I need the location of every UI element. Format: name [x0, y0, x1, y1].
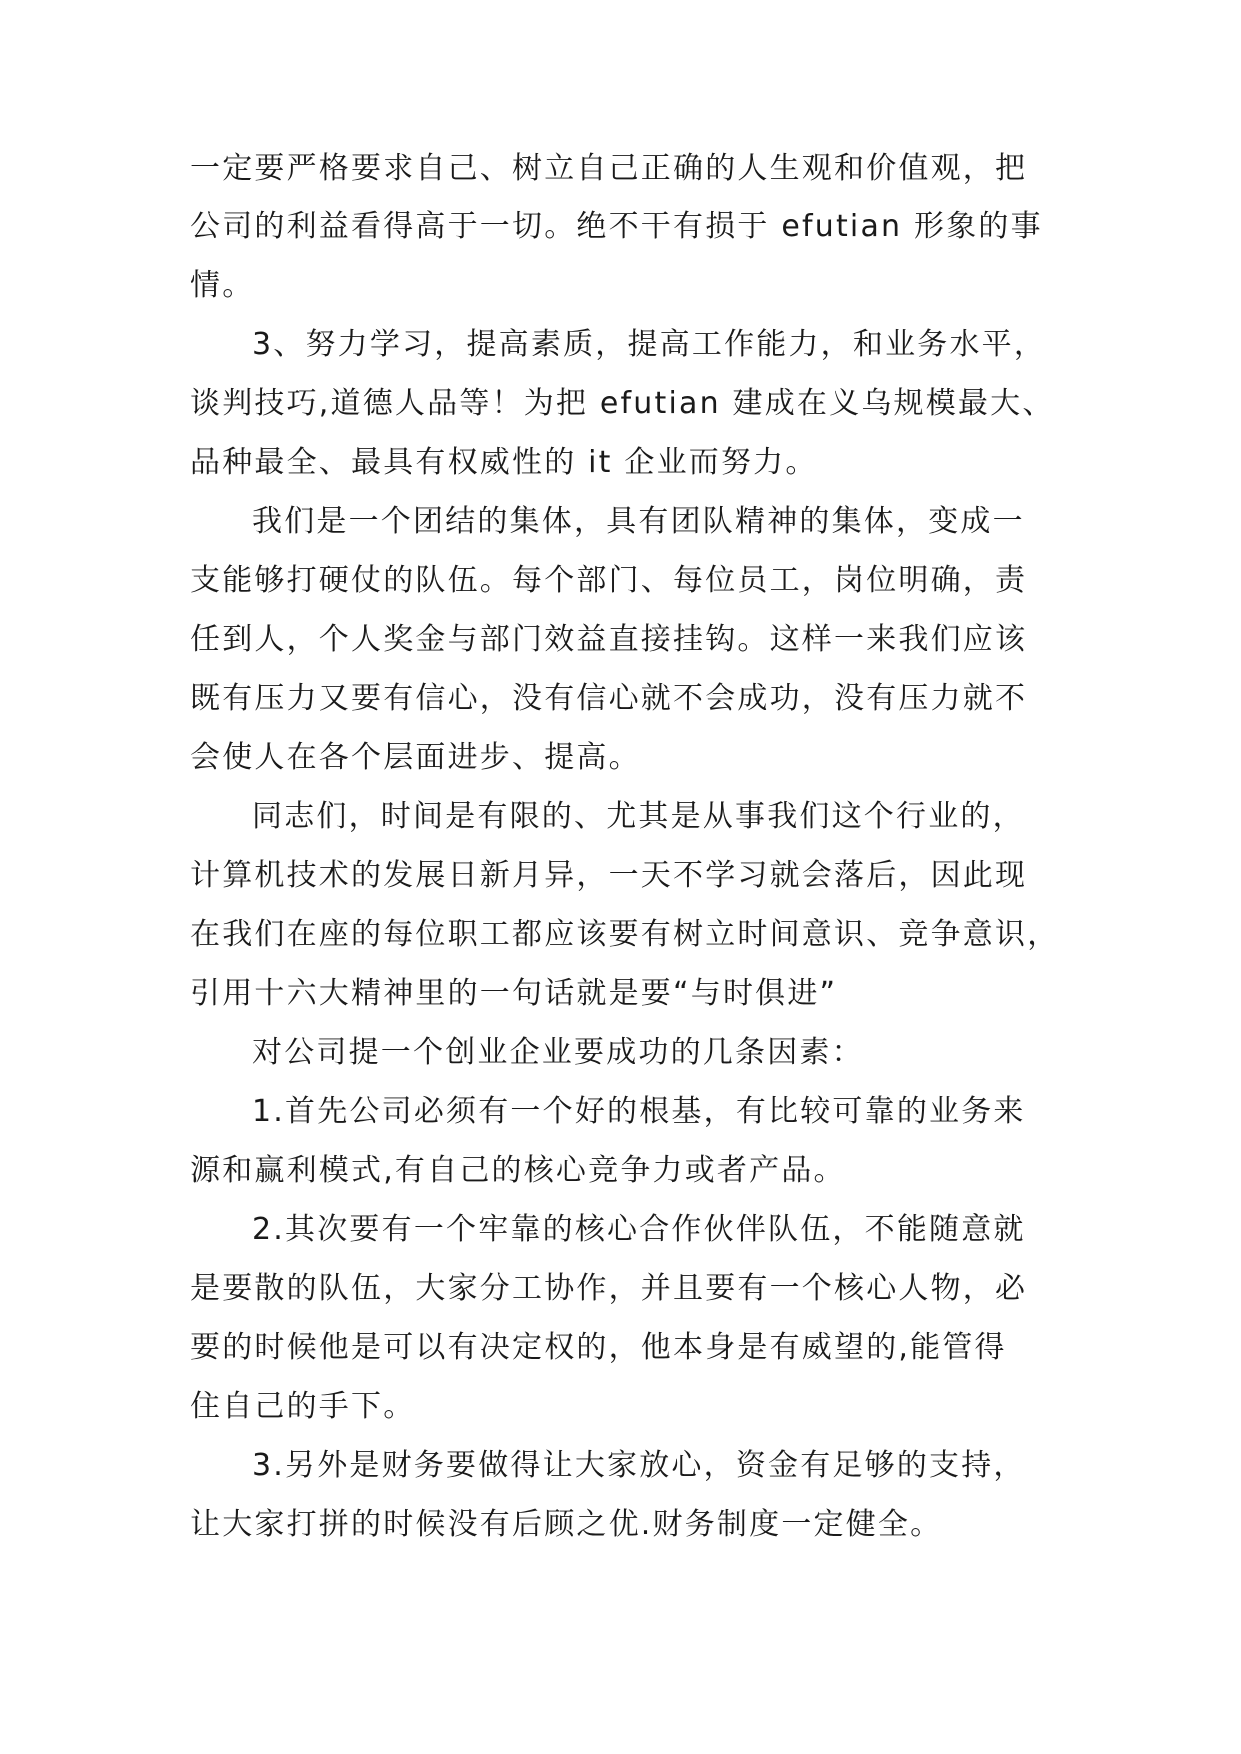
body-text-line: 会使人在各个层面进步、提高。	[190, 740, 641, 775]
body-text-line: 3、努力学习，提高素质，提高工作能力，和业务水平，	[252, 327, 1047, 362]
body-text-line: 1.首先公司必须有一个好的根基，有比较可靠的业务来	[252, 1094, 1026, 1129]
body-text-line: 3.另外是财务要做得让大家放心，资金有足够的支持，	[252, 1448, 1026, 1483]
body-text-line: 要的时候他是可以有决定权的，他本身是有威望的,能管得	[190, 1330, 1007, 1365]
body-text-line: 品种最全、最具有权威性的 it 企业而努力。	[190, 445, 818, 480]
body-text-line: 住自己的手下。	[190, 1389, 416, 1424]
body-text-line: 谈判技巧,道德人品等！为把 efutian 建成在义乌规模最大、	[190, 386, 1055, 421]
body-text-line: 2.其次要有一个牢靠的核心合作伙伴队伍，不能随意就	[252, 1212, 1026, 1247]
body-text-line: 公司的利益看得高于一切。绝不干有损于 efutian 形象的事	[190, 209, 1043, 244]
body-text-line: 是要散的队伍，大家分工协作，并且要有一个核心人物，必	[190, 1271, 1028, 1306]
body-text-line: 同志们，时间是有限的、尤其是从事我们这个行业的，	[252, 799, 1025, 834]
body-text-line: 情。	[190, 268, 255, 303]
body-text-line: 任到人，个人奖金与部门效益直接挂钩。这样一来我们应该	[190, 622, 1028, 657]
body-text-line: 引用十六大精神里的一句话就是要“与时俱进”	[190, 976, 838, 1011]
body-text-line: 支能够打硬仗的队伍。每个部门、每位员工，岗位明确，责	[190, 563, 1028, 598]
body-text-line: 既有压力又要有信心，没有信心就不会成功，没有压力就不	[190, 681, 1028, 716]
body-text-line: 在我们在座的每位职工都应该要有树立时间意识、竞争意识，	[190, 917, 1060, 952]
body-text-line: 源和赢利模式,有自己的核心竞争力或者产品。	[190, 1153, 846, 1188]
body-text-line: 对公司提一个创业企业要成功的几条因素：	[252, 1035, 864, 1070]
body-text-line: 计算机技术的发展日新月异，一天不学习就会落后，因此现	[190, 858, 1028, 893]
body-text-line: 让大家打拼的时候没有后顾之优.财务制度一定健全。	[190, 1507, 943, 1542]
body-text-line: 一定要严格要求自己、树立自己正确的人生观和价值观，把	[190, 151, 1028, 186]
body-text-line: 我们是一个团结的集体，具有团队精神的集体，变成一	[252, 504, 1025, 539]
